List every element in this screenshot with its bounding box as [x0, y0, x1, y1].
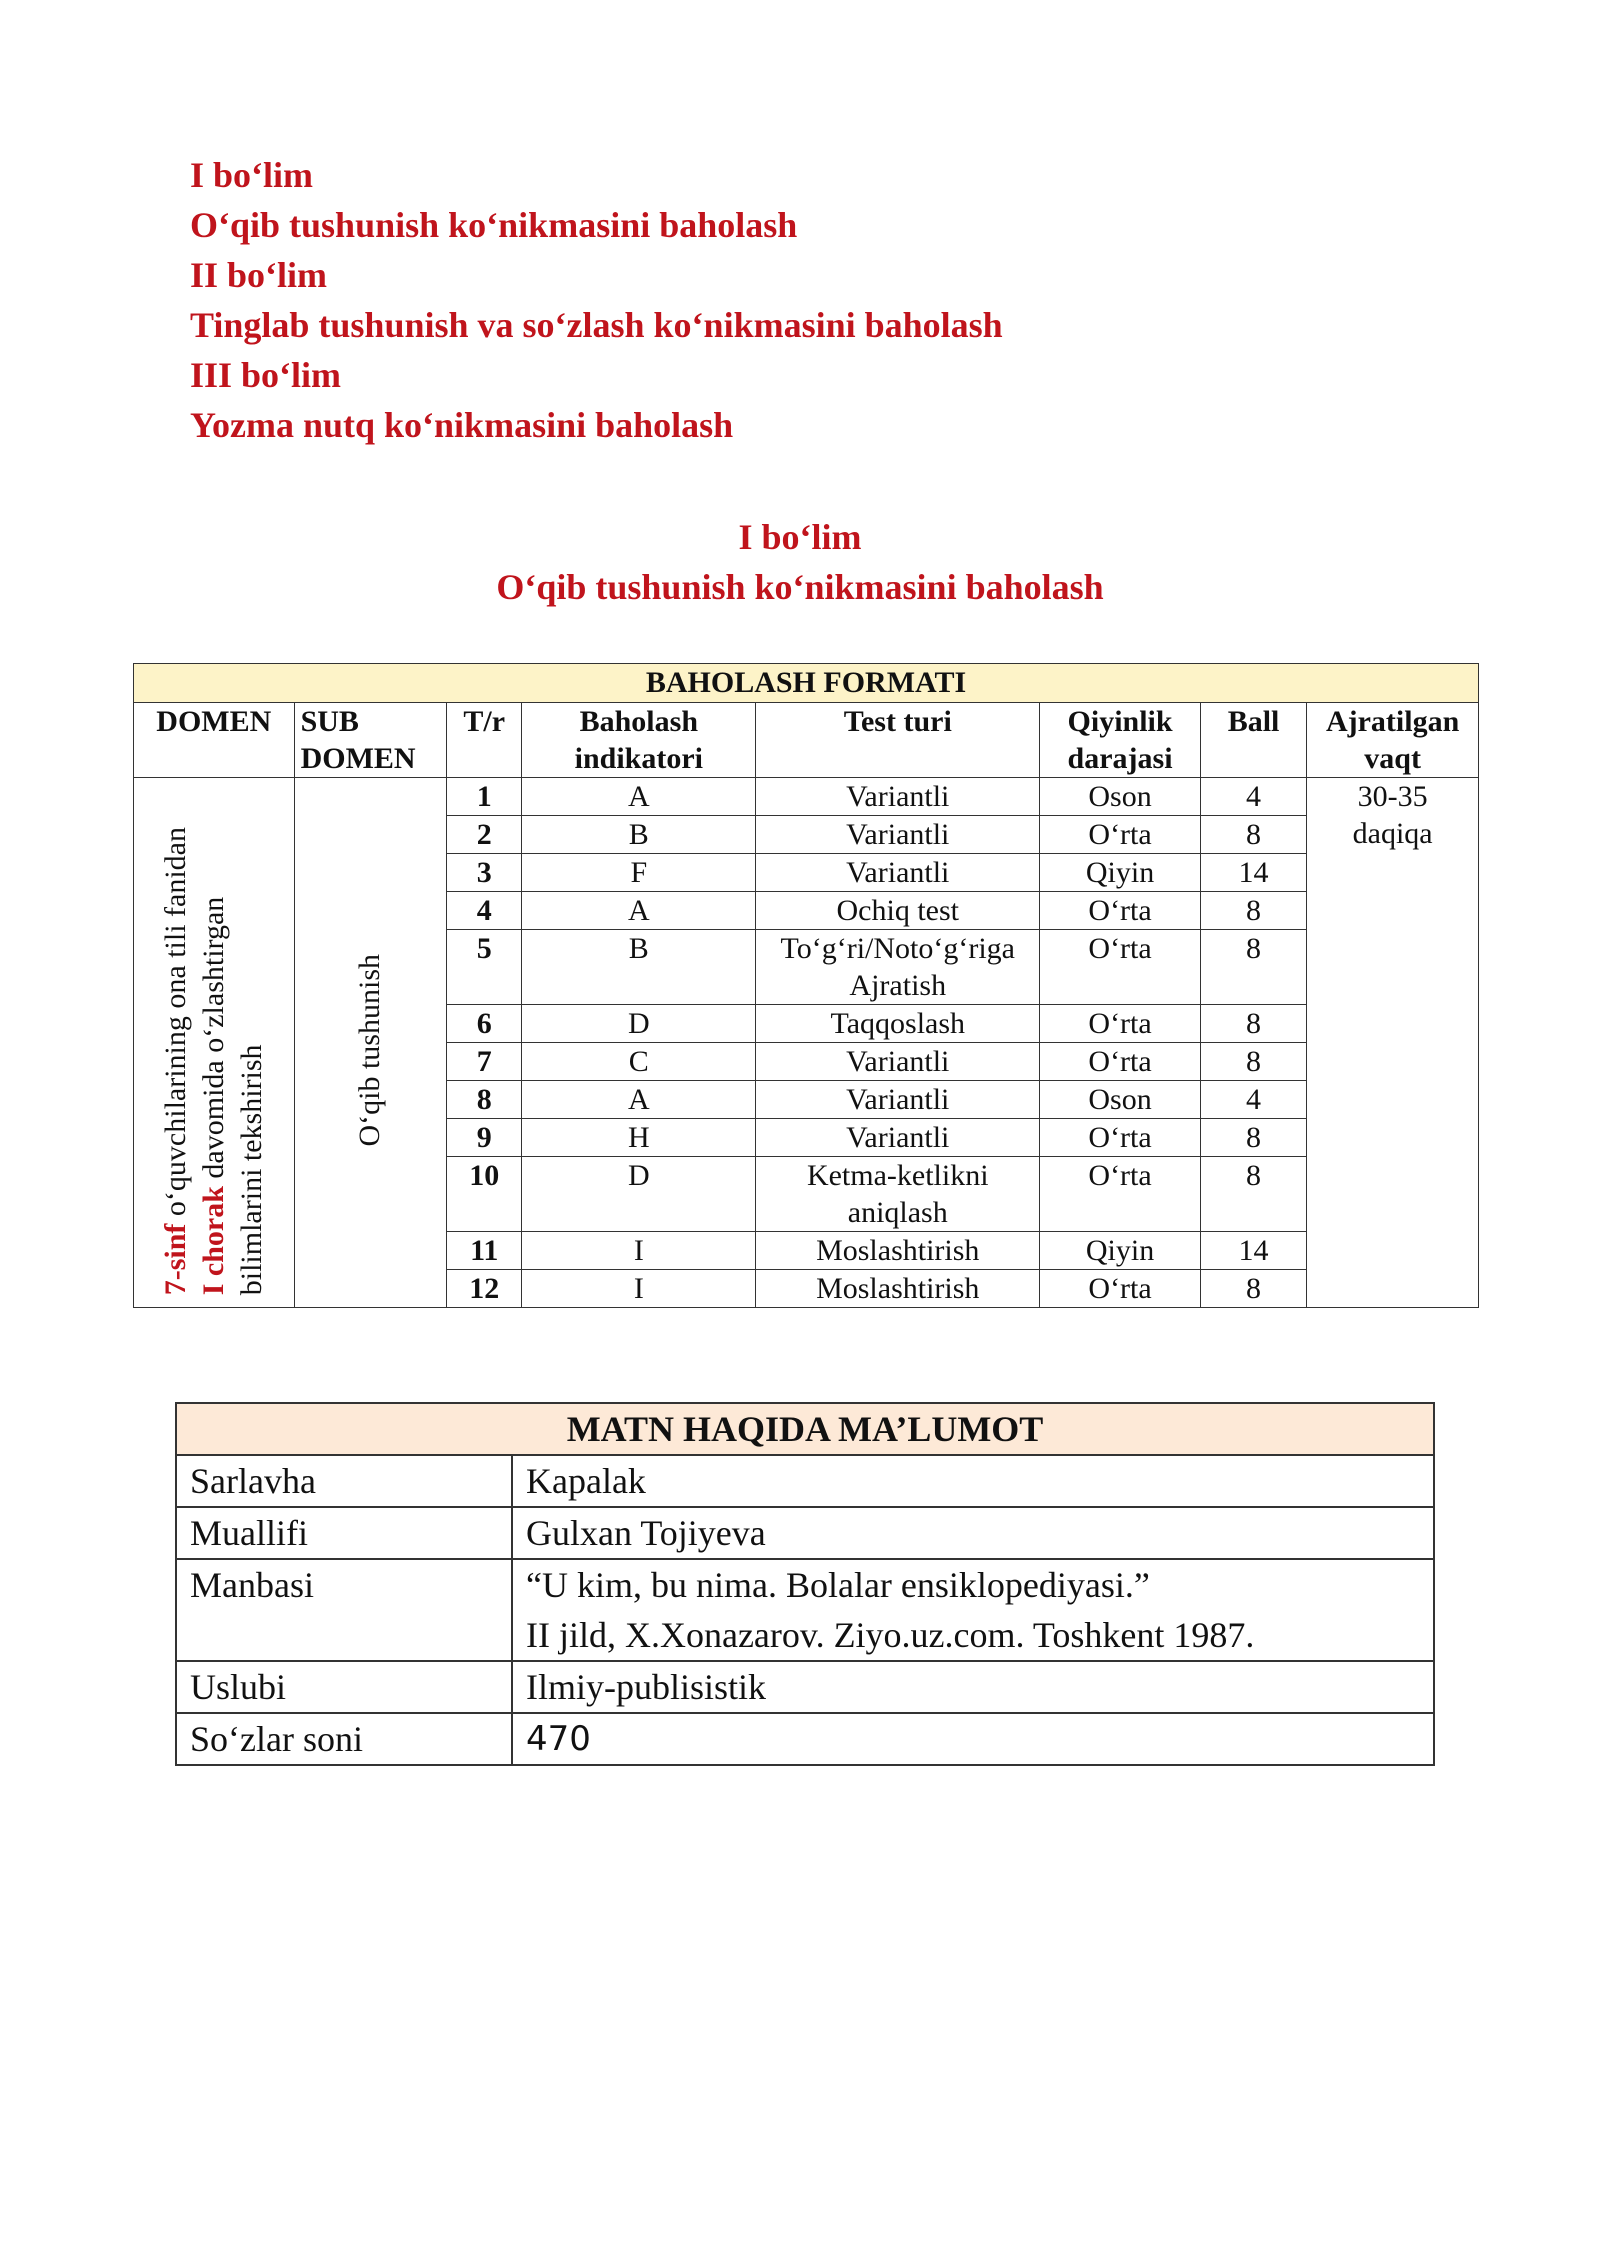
test-type-cell: Variantli	[756, 1081, 1040, 1119]
info-value: 470	[512, 1713, 1434, 1765]
row-number: 8	[447, 1081, 522, 1119]
indicator-cell: I	[522, 1270, 756, 1308]
test-type-cell: To‘g‘ri/Noto‘g‘riga Ajratish	[756, 930, 1040, 1005]
info-label: Uslubi	[176, 1661, 512, 1713]
test-type-cell: Variantli	[756, 816, 1040, 854]
difficulty-cell: Qiyin	[1040, 854, 1201, 892]
test-type-cell: Variantli	[756, 1043, 1040, 1081]
difficulty-cell: O‘rta	[1040, 930, 1201, 1005]
table-row	[134, 778, 1479, 816]
section-list	[190, 150, 1003, 450]
indicator-cell: A	[522, 778, 756, 816]
ball-cell: 8	[1200, 816, 1306, 854]
info-row	[176, 1455, 1434, 1507]
info-value: Gulxan Tojiyeva	[512, 1507, 1434, 1559]
text-info-table	[175, 1402, 1435, 1766]
row-number: 7	[447, 1043, 522, 1081]
ball-cell: 8	[1200, 1043, 1306, 1081]
difficulty-cell: O‘rta	[1040, 1157, 1201, 1232]
info-value: Ilmiy-publisistik	[512, 1661, 1434, 1713]
indicator-cell: D	[522, 1157, 756, 1232]
test-type-cell: Ketma-ketlikni aniqlash	[756, 1157, 1040, 1232]
column-header-vaqt: Ajratilgan vaqt	[1307, 703, 1479, 778]
row-number: 4	[447, 892, 522, 930]
section-title-line: I bo‘lim	[738, 517, 862, 557]
domain-cell	[134, 778, 295, 1308]
difficulty-cell: O‘rta	[1040, 1043, 1201, 1081]
section-list-item: I bo‘lim	[190, 155, 314, 195]
test-type-cell: Taqqoslash	[756, 1005, 1040, 1043]
test-type-cell: Variantli	[756, 1119, 1040, 1157]
indicator-cell: A	[522, 892, 756, 930]
difficulty-cell: Oson	[1040, 1081, 1201, 1119]
difficulty-cell: O‘rta	[1040, 1270, 1201, 1308]
row-number: 10	[447, 1157, 522, 1232]
indicator-cell: F	[522, 854, 756, 892]
info-label: Sarlavha	[176, 1455, 512, 1507]
test-type-cell: Moslashtirish	[756, 1232, 1040, 1270]
row-number: 12	[447, 1270, 522, 1308]
info-row	[176, 1661, 1434, 1713]
ball-cell: 4	[1200, 1081, 1306, 1119]
time-cell: 30-35 daqiqa	[1307, 778, 1479, 1308]
row-number: 2	[447, 816, 522, 854]
indicator-cell: C	[522, 1043, 756, 1081]
test-type-cell: Ochiq test	[756, 892, 1040, 930]
column-header-subdomen: SUB DOMEN	[294, 703, 447, 778]
indicator-cell: I	[522, 1232, 756, 1270]
column-header-ball: Ball	[1200, 703, 1306, 778]
row-number: 5	[447, 930, 522, 1005]
subdomain-cell	[294, 778, 447, 1308]
info-label: Muallifi	[176, 1507, 512, 1559]
info-label: So‘zlar soni	[176, 1713, 512, 1765]
row-number: 11	[447, 1232, 522, 1270]
section-list-item: Tinglab tushunish va so‘zlash ko‘nikmasini baholash	[190, 305, 1003, 345]
test-type-cell: Moslashtirish	[756, 1270, 1040, 1308]
indicator-cell: A	[522, 1081, 756, 1119]
section-list-item: II bo‘lim	[190, 255, 328, 295]
table-caption: BAHOLASH FORMATI	[134, 664, 1479, 703]
table-caption: MATN HAQIDA MA’LUMOT	[176, 1403, 1434, 1455]
section-list-item: Yozma nutq ko‘nikmasini baholash	[190, 405, 734, 445]
ball-cell: 8	[1200, 1119, 1306, 1157]
info-value: Kapalak	[512, 1455, 1434, 1507]
row-number: 3	[447, 854, 522, 892]
ball-cell: 8	[1200, 1270, 1306, 1308]
column-header-tr: T/r	[447, 703, 522, 778]
difficulty-cell: Oson	[1040, 778, 1201, 816]
row-number: 1	[447, 778, 522, 816]
difficulty-cell: O‘rta	[1040, 816, 1201, 854]
ball-cell: 8	[1200, 1005, 1306, 1043]
assessment-format-table	[133, 663, 1479, 1308]
column-header-test-turi: Test turi	[756, 703, 1040, 778]
info-row	[176, 1713, 1434, 1765]
info-row	[176, 1559, 1434, 1661]
section-list-item: O‘qib tushunish ko‘nikmasini baholash	[190, 205, 798, 245]
indicator-cell: D	[522, 1005, 756, 1043]
indicator-cell: B	[522, 816, 756, 854]
difficulty-cell: Qiyin	[1040, 1232, 1201, 1270]
column-header-indikator: Baholash indikatori	[522, 703, 756, 778]
domain-text: 7-sinf o‘quvchilarining ona tili fanidan I chorak davomida o‘zlashtirgan bilimlarini tekshirish	[158, 826, 268, 1295]
info-label: Manbasi	[176, 1559, 512, 1661]
info-row	[176, 1507, 1434, 1559]
test-type-cell: Variantli	[756, 778, 1040, 816]
ball-cell: 8	[1200, 892, 1306, 930]
subdomain-text: O‘qib tushunish	[353, 954, 387, 1147]
header-row	[134, 703, 1479, 778]
column-header-qiyinlik: Qiyinlik darajasi	[1040, 703, 1201, 778]
section-title	[0, 512, 1600, 612]
ball-cell: 8	[1200, 930, 1306, 1005]
indicator-cell: B	[522, 930, 756, 1005]
difficulty-cell: O‘rta	[1040, 1005, 1201, 1043]
row-number: 9	[447, 1119, 522, 1157]
ball-cell: 8	[1200, 1157, 1306, 1232]
section-list-item: III bo‘lim	[190, 355, 342, 395]
column-header-domen: DOMEN	[134, 703, 295, 778]
row-number: 6	[447, 1005, 522, 1043]
ball-cell: 14	[1200, 1232, 1306, 1270]
difficulty-cell: O‘rta	[1040, 1119, 1201, 1157]
indicator-cell: H	[522, 1119, 756, 1157]
difficulty-cell: O‘rta	[1040, 892, 1201, 930]
ball-cell: 4	[1200, 778, 1306, 816]
test-type-cell: Variantli	[756, 854, 1040, 892]
info-value: “U kim, bu nima. Bolalar ensiklopediyasi.” II jild, X.Xonazarov. Ziyo.uz.com. Toshkent 1987.	[512, 1559, 1434, 1661]
section-title-line: O‘qib tushunish ko‘nikmasini baholash	[496, 567, 1104, 607]
ball-cell: 14	[1200, 854, 1306, 892]
